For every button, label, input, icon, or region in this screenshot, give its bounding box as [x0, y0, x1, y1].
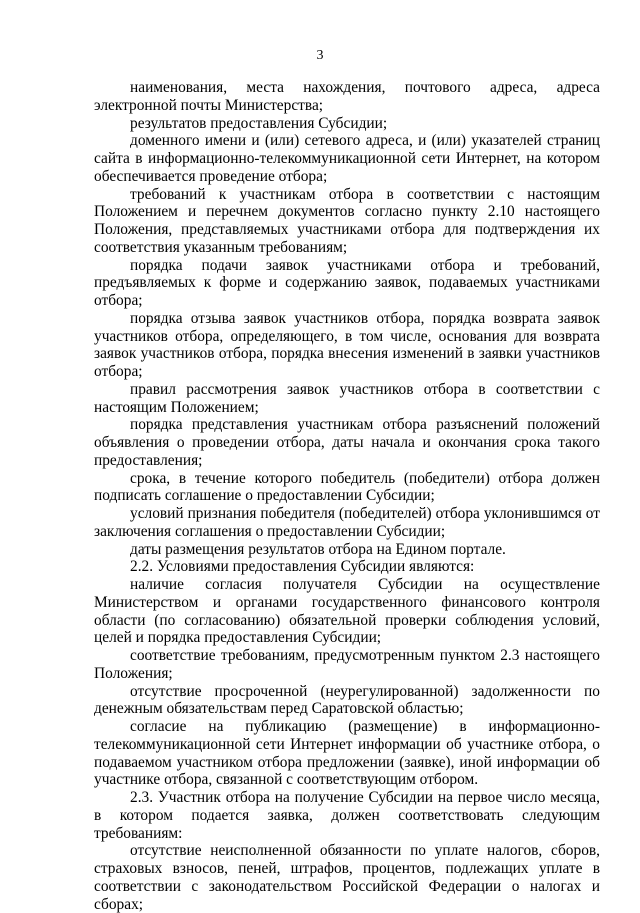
paragraph: порядка представления участникам отбора разъяснений положений объявления о проведении отбора, даты начала и окончания срока такого предоставления;: [94, 416, 600, 469]
paragraph: наличие согласия получателя Субсидии на осуществление Министерством и органами государственного финансового контроля области (по согласованию) обязательной проверки соблюдения условий, целей и порядка предоставления Субсидии;: [94, 576, 600, 647]
paragraph: правил рассмотрения заявок участников отбора в соответствии с настоящим Положением;: [94, 380, 600, 416]
section-heading: 2.2. Условиями предоставления Субсидии являются:: [130, 558, 475, 576]
paragraph: даты размещения результатов отбора на Едином портале.: [130, 540, 506, 558]
paragraph: согласие на публикацию (размещение) в информационно-телекоммуникационной сети Интернет информации об участнике отбора, о подаваемом участником отбора предложении (заявке), иной информации об участнике отбора, связанной с соответствующим отбором.: [94, 718, 600, 789]
page-number: 3: [316, 48, 324, 63]
paragraph: порядка отзыва заявок участников отбора, порядка возврата заявок участников отбора, определяющего, в том числе, основания для возврата заявок участников отбора, порядка внесения изменений в заявки участников отбора;: [94, 309, 600, 380]
section-heading: 2.3. Участник отбора на получение Субсидии на первое число месяца, в котором подается заявка, должен соответствовать следующим требованиям:: [94, 789, 600, 842]
paragraph: порядка подачи заявок участниками отбора и требований, предъявляемых к форме и содержанию заявок, подаваемых участниками отбора;: [94, 256, 600, 309]
paragraph: требований к участникам отбора в соответствии с настоящим Положением и перечнем документов согласно пункту 2.10 настоящего Положения, представляемых участниками отбора для подтверждения их соответствия указанным требованиям;: [94, 185, 600, 256]
paragraph: наименования, места нахождения, почтового адреса, адреса электронной почты Министерства;: [94, 79, 600, 114]
paragraph: соответствие требованиям, предусмотренным пунктом 2.3 настоящего Положения;: [94, 647, 600, 682]
paragraph: результатов предоставления Субсидии;: [130, 114, 388, 132]
paragraph: условий признания победителя (победителей) отбора уклонившимся от заключения соглашения о предоставлении Субсидии;: [94, 505, 600, 540]
paragraph: отсутствие неисполненной обязанности по уплате налогов, сборов, страховых взносов, пеней, штрафов, процентов, подлежащих уплате в соответствии с законодательством Российской Федерации о налогах и сборах;: [94, 842, 600, 913]
document-body: [94, 79, 600, 913]
paragraph: отсутствие просроченной (неурегулированной) задолженности по денежным обязательствам перед Саратовской областью;: [94, 682, 600, 718]
paragraph: срока, в течение которого победитель (победители) отбора должен подписать соглашение о предоставлении Субсидии;: [94, 469, 600, 505]
paragraph: доменного имени и (или) сетевого адреса, и (или) указателей страниц сайта в информационно-телекоммуникационной сети Интернет, на котором обеспечивается проведение отбора;: [94, 132, 600, 185]
